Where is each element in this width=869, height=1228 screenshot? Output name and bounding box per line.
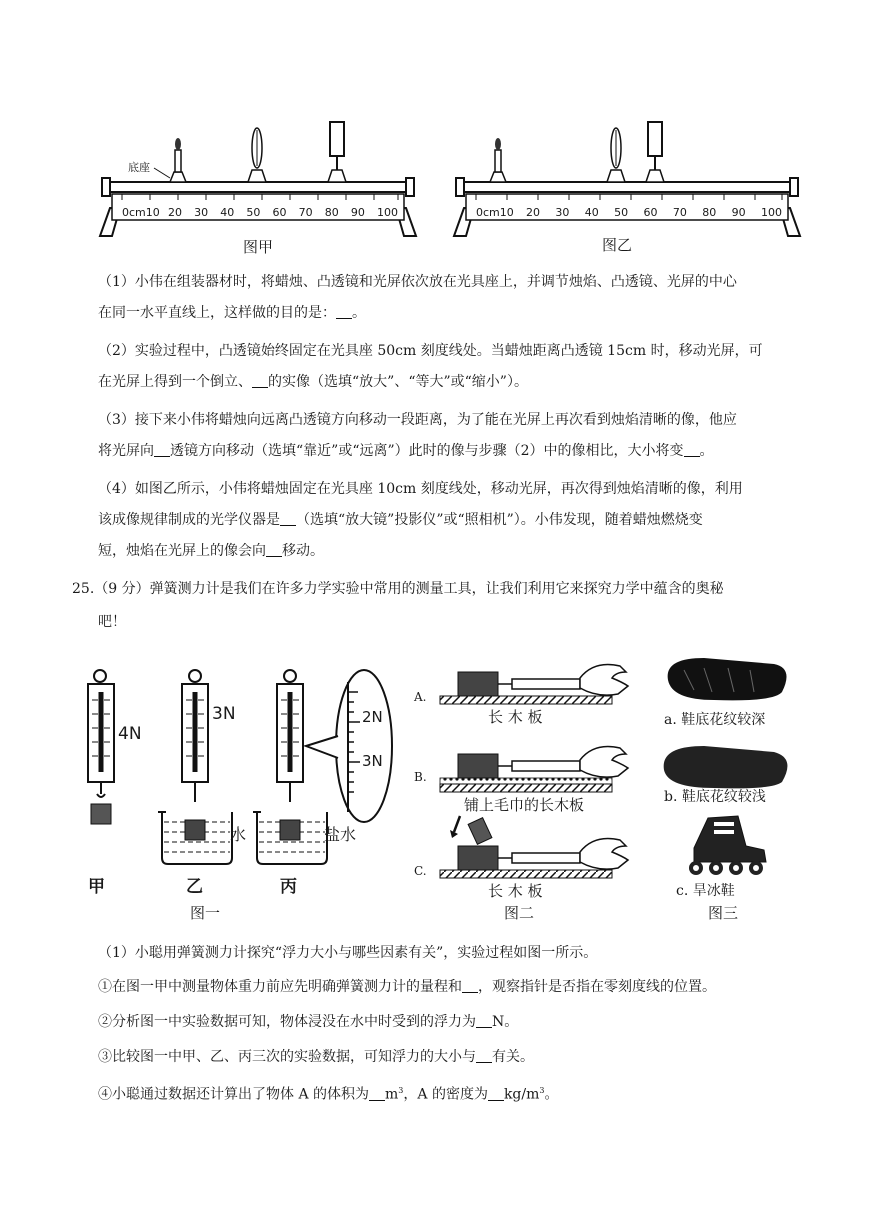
option-c-label: C. — [414, 864, 427, 878]
superscript: 3 — [398, 1086, 404, 1095]
text: m — [385, 1086, 399, 1103]
shoe-c-label: c. 旱冰鞋 — [676, 883, 735, 899]
figure-one — [80, 662, 400, 932]
scale-start-label: 0cm10 — [476, 206, 514, 219]
tick-label: 60 — [272, 206, 287, 219]
answer-blank[interactable] — [336, 304, 352, 319]
scale-ticks — [168, 206, 398, 219]
figure-three-caption: 图三 — [708, 904, 739, 922]
text: 有关。 — [492, 1049, 534, 1065]
answer-blank[interactable] — [462, 978, 478, 993]
board-a-label: 长 木 板 — [488, 708, 543, 726]
text: 透镜方向移动（选填“靠近”或“远离”）此时的像与步骤（2）中的像相比，大小将变 — [170, 443, 684, 459]
text: ，A 的密度为 — [403, 1086, 488, 1103]
text: 的实像（选填“放大”、“等大”或“缩小”）。 — [268, 374, 528, 390]
q24-p2-line1: （2）实验过程中，凸透镜始终固定在光具座 50cm 刻度线处。当蜡烛距离凸透镜 15cm 时，移动光屏，可 — [98, 343, 763, 359]
q24-p4-line3 — [98, 539, 798, 563]
tick-label: 50 — [246, 206, 261, 219]
answer-blank[interactable] — [684, 442, 700, 457]
answer-blank[interactable] — [488, 1086, 504, 1101]
text: 在光屏上得到一个倒立、 — [98, 374, 252, 390]
text: kg/m — [503, 1086, 540, 1103]
zoom-label-3n: 3N — [362, 752, 383, 770]
tick-label: 30 — [555, 206, 570, 219]
q25-s1: （1）小聪用弹簧测力计探究“浮力大小与哪些因素有关”，实验过程如图一所示。 — [98, 945, 598, 961]
figure-two — [412, 656, 642, 932]
reading-yi: 3N — [212, 704, 236, 724]
option-a-label: A. — [414, 690, 427, 704]
answer-blank[interactable] — [476, 1013, 492, 1028]
board-b-label: 铺上毛巾的长木板 — [464, 796, 585, 814]
q25-s1-c — [98, 1045, 798, 1069]
text: 。 — [352, 305, 366, 321]
q24-p4-line1: （4）如图乙所示，小伟将蜡烛固定在光具座 10cm 刻度线处，移动光屏，再次得到烛焰清晰的像，利用 — [98, 481, 743, 497]
answer-blank[interactable] — [252, 373, 268, 388]
answer-blank[interactable] — [154, 442, 170, 457]
text: 在同一水平直线上，这样做的目的是： — [98, 305, 336, 321]
answer-blank[interactable] — [280, 511, 296, 526]
superscript: 3 — [539, 1086, 545, 1095]
brine-label: 盐水 — [324, 825, 357, 844]
tick-label: 50 — [614, 206, 629, 219]
q24-p4-line2 — [98, 508, 798, 532]
figure-three — [654, 650, 804, 932]
tick-label: 80 — [702, 206, 717, 219]
q24-p1-line2 — [98, 301, 798, 325]
figure-a-caption: 图甲 — [243, 238, 274, 256]
text: 将光屏向 — [98, 443, 154, 459]
text: 。 — [699, 443, 714, 459]
q24-p1-line1: （1）小伟在组装器材时，将蜡烛、凸透镜和光屏依次放在光具座上，并调节烛焰、凸透镜、光屏的中心 — [98, 274, 737, 290]
shoe-a-label: a. 鞋底花纹较深 — [664, 712, 766, 728]
option-b-label: B. — [414, 770, 427, 784]
answer-blank[interactable] — [476, 1048, 492, 1063]
q25-s1-a — [98, 975, 798, 999]
q24-p3-line2 — [98, 439, 798, 463]
tick-label: 70 — [672, 206, 687, 219]
base-label: 底座 — [128, 161, 150, 174]
q24-p3-line1: （3）接下来小伟将蜡烛向远离凸透镜方向移动一段距离，为了能在光屏上再次看到烛焰清晰的像，他应 — [98, 412, 737, 428]
tick-label: 80 — [324, 206, 339, 219]
figure-b-caption: 图乙 — [602, 236, 633, 254]
tick-label: 60 — [643, 206, 658, 219]
reading-jia: 4N — [118, 724, 142, 744]
water-label: 水 — [230, 825, 247, 844]
text: 。 — [544, 1086, 559, 1103]
label-jia: 甲 — [88, 877, 105, 897]
figure-two-caption: 图二 — [504, 904, 535, 922]
tick-label: 90 — [731, 206, 746, 219]
text: N。 — [492, 1014, 519, 1030]
tick-label: 100 — [761, 206, 782, 219]
tick-label: 40 — [584, 206, 599, 219]
shoe-b-label: b. 鞋底花纹较浅 — [664, 789, 766, 805]
q25-s1-d — [98, 1079, 798, 1107]
answer-blank[interactable] — [266, 542, 282, 557]
tick-label: 90 — [350, 206, 365, 219]
tick-label: 30 — [194, 206, 209, 219]
text: （选填“放大镜”投影仪”或“照相机”）。小伟发现，随着蜡烛燃烧变 — [296, 512, 703, 528]
answer-blank[interactable] — [369, 1086, 385, 1101]
tick-label: 20 — [168, 206, 182, 219]
text: ②分析图一中实验数据可知，物体浸没在水中时受到的浮力为 — [98, 1014, 476, 1030]
scale-start-label: 0cm10 — [122, 206, 160, 219]
text: ④小聪通过数据还计算出了物体 A 的体积为 — [98, 1086, 370, 1103]
label-yi: 乙 — [186, 877, 203, 897]
text: 短，烛焰在光屏上的像会向 — [98, 543, 266, 559]
text: 移动。 — [282, 543, 324, 559]
board-c-label: 长 木 板 — [488, 882, 543, 900]
figure-one-caption: 图一 — [190, 904, 221, 922]
text: ①在图一甲中测量物体重力前应先明确弹簧测力计的量程和 — [98, 979, 462, 995]
zoom-label-2n: 2N — [362, 708, 383, 726]
text: ，观察指针是否指在零刻度线的位置。 — [478, 979, 716, 995]
tick-label: 20 — [526, 206, 540, 219]
text: ③比较图一中甲、乙、丙三次的实验数据，可知浮力的大小与 — [98, 1049, 476, 1065]
tick-label: 40 — [220, 206, 235, 219]
tick-label: 100 — [377, 206, 398, 219]
scale-ticks — [526, 206, 782, 219]
text: 该成像规律制成的光学仪器是 — [98, 512, 280, 528]
q24-p2-line2 — [98, 370, 798, 394]
q25-intro-line1: 25.（9 分）弹簧测力计是我们在许多力学实验中常用的测量工具，让我们利用它来探究力学中蕴含的奥秘 — [72, 581, 724, 597]
label-bing: 丙 — [280, 877, 297, 897]
tick-label: 70 — [298, 206, 313, 219]
q25-intro-line2: 吧！ — [98, 614, 126, 630]
q25-s1-b — [98, 1010, 798, 1034]
